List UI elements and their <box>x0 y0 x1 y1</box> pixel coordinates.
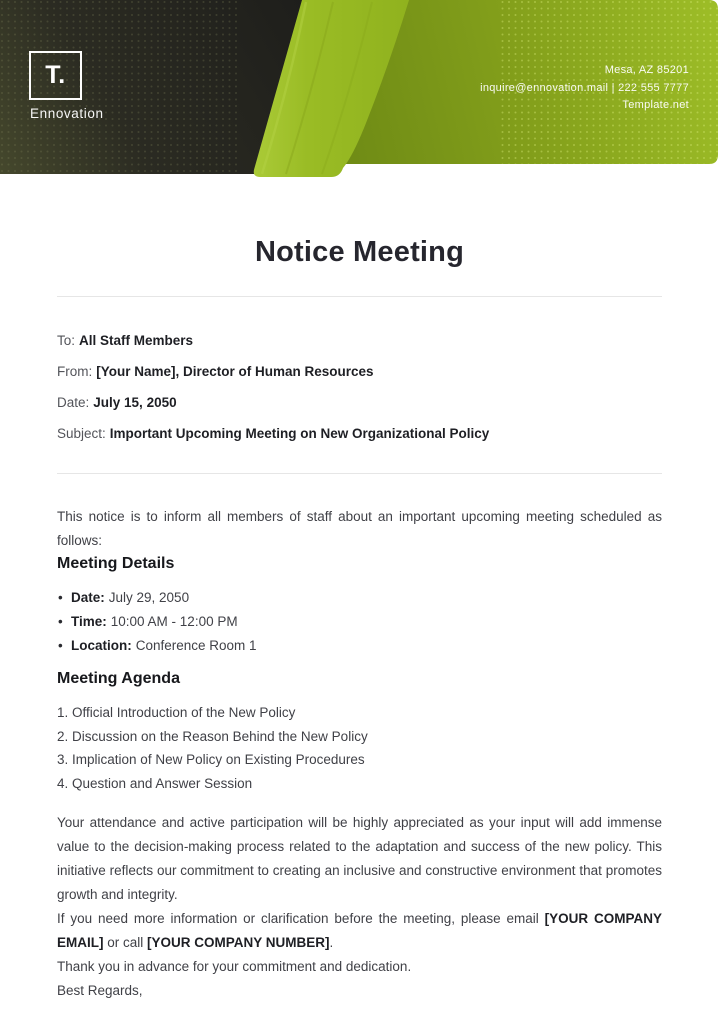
agenda-item-text: Discussion on the Reason Behind the New Policy <box>72 728 368 744</box>
meta-value: All Staff Members <box>79 333 194 348</box>
contact-website: Template.net <box>622 99 689 111</box>
meeting-details-list <box>57 586 662 658</box>
list-item <box>57 725 662 749</box>
company-email-placeholder: [YOUR COMPANY EMAIL] <box>57 911 662 950</box>
detail-label: Time: <box>71 614 107 629</box>
meta-label: Date: <box>57 395 90 410</box>
meta-row-from <box>57 365 662 379</box>
bullet-icon: • <box>58 614 63 629</box>
company-logo <box>29 51 82 100</box>
list-item <box>57 748 662 772</box>
list-item <box>57 772 662 796</box>
detail-label: Location: <box>71 638 132 653</box>
meta-row-to <box>57 334 662 348</box>
contact-email-phone: inquire@ennovation.mail | 222 555 7777 <box>480 81 689 94</box>
contact-sentence-mid: or call <box>103 935 148 950</box>
intro-paragraph: This notice is to inform all members of staff about an important upcoming meeting scheduled as follows: <box>57 509 662 548</box>
contact-sentence-pre: If you need more information or clarification before the meeting, please email <box>57 911 545 926</box>
detail-value: 10:00 AM - 12:00 PM <box>110 614 238 629</box>
meta-value: [Your Name], Director of Human Resources <box>96 364 374 379</box>
logo-monogram: T. <box>45 61 66 89</box>
meta-value: Important Upcoming Meeting on New Organizational Policy <box>109 426 490 441</box>
detail-label: Date: <box>71 590 105 605</box>
agenda-item-text: Official Introduction of the New Policy <box>72 705 296 720</box>
meta-label: Subject: <box>57 426 106 441</box>
list-item <box>57 634 662 658</box>
page-title: Notice Meeting <box>254 236 465 268</box>
contact-sentence-post: . <box>329 935 334 950</box>
closing-line: Best Regards, <box>57 983 143 998</box>
bullet-icon: • <box>58 590 63 605</box>
meta-block <box>57 334 662 441</box>
meeting-agenda-heading: Meeting Agenda <box>57 670 180 687</box>
meta-row-date <box>57 396 662 410</box>
header-contact-block <box>480 62 689 115</box>
meta-label: To: <box>57 333 76 348</box>
attendance-paragraph: Your attendance and active participation will be highly appreciated as your input will add immense value to the decision-making process related to the adaptation and success of the new policy. This initiative reflects our commitment to creating an inclusive and constructive environment that promotes growth and integrity. <box>57 815 662 902</box>
company-number-placeholder: [YOUR COMPANY NUMBER] <box>147 935 330 950</box>
contact-address: Mesa, AZ 85201 <box>604 64 689 76</box>
meeting-agenda-list <box>57 701 662 795</box>
meeting-details-heading: Meeting Details <box>57 555 175 572</box>
divider-meta <box>57 473 662 474</box>
list-item <box>57 586 662 610</box>
thanks-line: Thank you in advance for your commitment and dedication. <box>57 959 412 974</box>
meta-row-subject <box>57 427 662 441</box>
list-item <box>57 610 662 634</box>
company-name: Ennovation <box>30 106 104 121</box>
agenda-item-text: Question and Answer Session <box>72 775 253 791</box>
meta-value: July 15, 2050 <box>93 395 177 410</box>
divider-top <box>57 296 662 297</box>
detail-value: July 29, 2050 <box>108 590 190 605</box>
agenda-item-text: Implication of New Policy on Existing Procedures <box>72 752 365 767</box>
detail-value: Conference Room 1 <box>135 638 257 653</box>
list-item <box>57 701 662 725</box>
contact-instructions-paragraph <box>57 907 662 955</box>
meta-label: From: <box>57 364 93 379</box>
letterhead-header <box>0 0 720 185</box>
bullet-icon: • <box>58 638 63 653</box>
document-content <box>0 235 720 1003</box>
